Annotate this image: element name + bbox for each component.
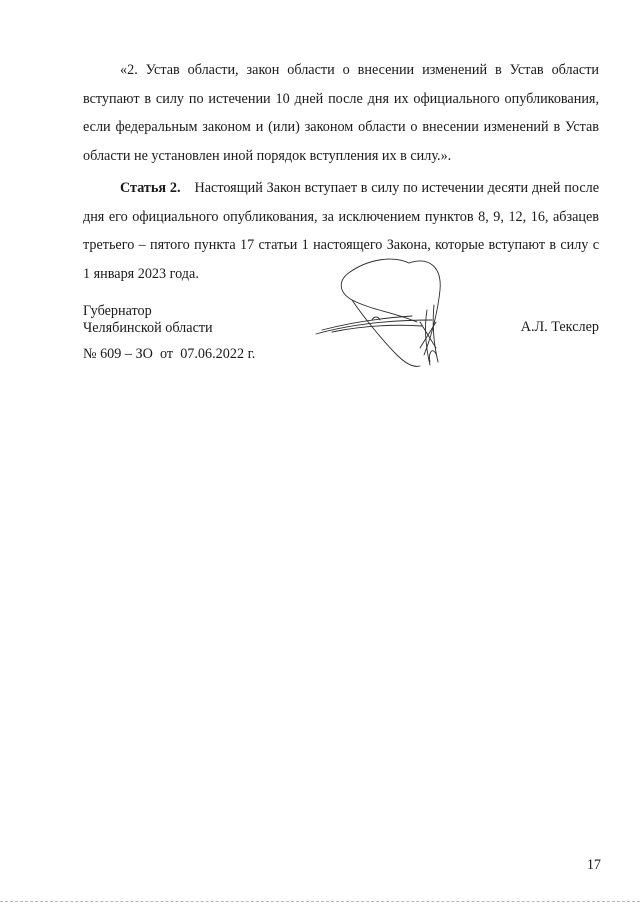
article-2-text: Настоящий Закон вступает в силу по истечении десяти дней после дня его официального опубликования, за исключением пунктов 8, 9, 12, 16, абзацев третьего – пятого пункта 17 статьи 1 настоящего Закона, которые вступают в силу с 1 января 2023 года. [83,180,600,282]
handwritten-signature-icon [312,250,462,375]
law-number: № 609 – ЗО от 07.06.2022 г. [83,346,256,362]
signatory-title-line2: Челябинской области [83,320,213,336]
article-2-label: Статья 2. [120,180,181,196]
amendment-paragraph: «2. Устав области, закон области о внесении изменений в Устав области вступают в силу по истечении 10 дней после дня их официального опубликования, если федеральным законом и (или) законом области о внесении изменений в Устав области не установлен иной порядок вступления их в силу.». [83,62,599,164]
signatory-title-line1: Губернатор [83,303,152,319]
signatory-name: А.Л. Текслер [520,319,599,335]
signatory-title [83,303,213,337]
bottom-edge-rule [0,901,640,902]
page-number: 17 [586,857,601,873]
